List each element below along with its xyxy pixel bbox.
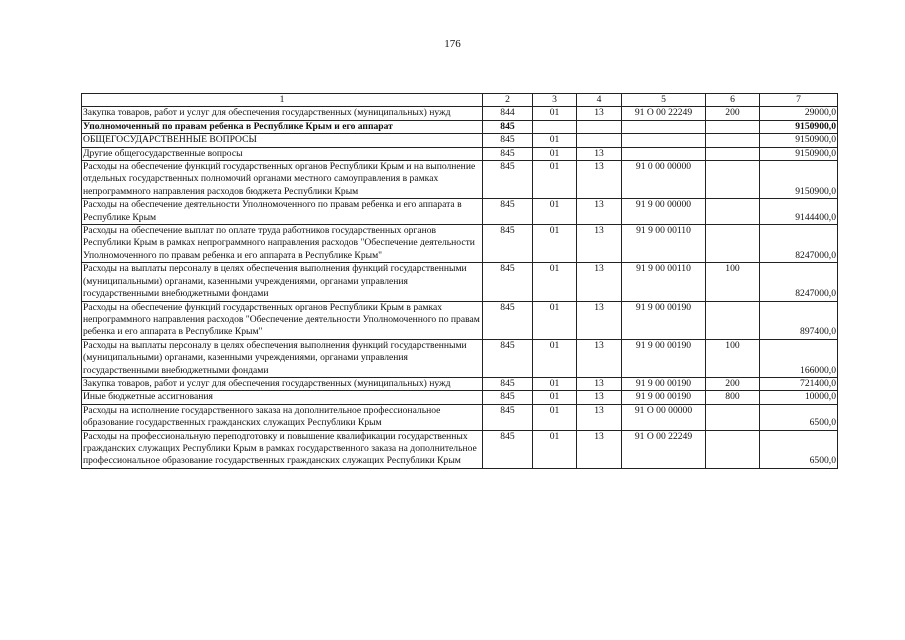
table-row [82, 377, 838, 390]
header-cell-2: 2 [483, 94, 533, 107]
row-target-article-cell: 91 0 00 00000 [622, 161, 706, 199]
row-amount-cell: 9144400,0 [760, 199, 838, 225]
row-amount-cell: 6500,0 [760, 430, 838, 468]
row-section-cell: 01 [533, 134, 577, 147]
row-admin-code-cell: 845 [483, 430, 533, 468]
table-row [82, 120, 838, 133]
header-cell-5: 5 [622, 94, 706, 107]
row-name-cell: Расходы на обеспечение функций государственных органов Республики Крым в рамках непрограммного направления расходов "Обеспечение деятельности Уполномоченного по правам ребенка и его аппарата в Республике Крым" [82, 301, 483, 339]
row-subsection-cell: 13 [577, 391, 622, 404]
row-name-cell: Расходы на исполнение государственного заказа на дополнительное профессиональное образование государственных гражданских служащих Республики Крым [82, 404, 483, 430]
row-section-cell: 01 [533, 391, 577, 404]
row-expense-type-cell: 800 [706, 391, 760, 404]
row-target-article-cell: 91 О 00 00000 [622, 404, 706, 430]
row-target-article-cell: 91 9 00 00190 [622, 339, 706, 377]
row-name-cell: Расходы на выплаты персоналу в целях обеспечения выполнения функций государственными (муниципальными) органами, казенными учреждениями, органами управления государственными внебюджетными фондами [82, 339, 483, 377]
row-admin-code-cell: 845 [483, 147, 533, 160]
row-name-cell: Расходы на обеспечение выплат по оплате труда работников государственных органов Республики Крым в рамках непрограммного направления расходов "Обеспечение деятельности Уполномоченного по правам ребенка и его аппарата в Республике Крым" [82, 225, 483, 263]
row-target-article-cell [622, 134, 706, 147]
row-subsection-cell [577, 134, 622, 147]
row-target-article-cell: 91 9 00 00110 [622, 225, 706, 263]
table-row [82, 225, 838, 263]
header-cell-1: 1 [82, 94, 483, 107]
row-section-cell: 01 [533, 301, 577, 339]
row-name-cell: Расходы на профессиональную переподготовку и повышение квалификации государственных гражданских служащих Республики Крым в рамках государственного заказа на дополнительное профессиональное образование государственных гражданских служащих Республики Крым [82, 430, 483, 468]
row-subsection-cell: 13 [577, 147, 622, 160]
row-target-article-cell: 91 9 00 00190 [622, 301, 706, 339]
table-body [82, 94, 838, 469]
row-target-article-cell: 91 9 00 00000 [622, 199, 706, 225]
row-subsection-cell: 13 [577, 301, 622, 339]
row-subsection-cell: 13 [577, 263, 622, 301]
row-subsection-cell: 13 [577, 404, 622, 430]
row-target-article-cell: 91 О 00 22249 [622, 430, 706, 468]
row-name-cell: Закупка товаров, работ и услуг для обеспечения государственных (муниципальных) нужд [82, 377, 483, 390]
budget-table [81, 93, 838, 469]
row-amount-cell: 9150900,0 [760, 161, 838, 199]
row-admin-code-cell: 845 [483, 301, 533, 339]
row-admin-code-cell: 844 [483, 107, 533, 120]
row-name-cell: ОБЩЕГОСУДАРСТВЕННЫЕ ВОПРОСЫ [82, 134, 483, 147]
table-row [82, 199, 838, 225]
row-name-cell: Закупка товаров, работ и услуг для обеспечения государственных (муниципальных) нужд [82, 107, 483, 120]
row-section-cell: 01 [533, 430, 577, 468]
row-section-cell: 01 [533, 225, 577, 263]
row-section-cell [533, 120, 577, 133]
row-amount-cell: 9150900,0 [760, 134, 838, 147]
row-subsection-cell [577, 120, 622, 133]
row-section-cell: 01 [533, 199, 577, 225]
row-section-cell: 01 [533, 404, 577, 430]
row-admin-code-cell: 845 [483, 199, 533, 225]
row-target-article-cell: 91 О 00 22249 [622, 107, 706, 120]
row-expense-type-cell [706, 120, 760, 133]
page-number: 176 [444, 38, 461, 50]
row-name-cell: Иные бюджетные ассигнования [82, 391, 483, 404]
row-expense-type-cell [706, 161, 760, 199]
row-name-cell: Расходы на обеспечение деятельности Уполномоченного по правам ребенка и его аппарата в Республике Крым [82, 199, 483, 225]
row-admin-code-cell: 845 [483, 377, 533, 390]
row-admin-code-cell: 845 [483, 391, 533, 404]
row-admin-code-cell: 845 [483, 404, 533, 430]
table-row [82, 263, 838, 301]
row-amount-cell: 6500,0 [760, 404, 838, 430]
table-row [82, 339, 838, 377]
row-amount-cell: 9150900,0 [760, 120, 838, 133]
table-row [82, 391, 838, 404]
row-amount-cell: 29000,0 [760, 107, 838, 120]
row-amount-cell: 166000,0 [760, 339, 838, 377]
row-admin-code-cell: 845 [483, 339, 533, 377]
row-subsection-cell: 13 [577, 199, 622, 225]
row-expense-type-cell [706, 430, 760, 468]
header-cell-6: 6 [706, 94, 760, 107]
row-target-article-cell: 91 9 00 00110 [622, 263, 706, 301]
row-admin-code-cell: 845 [483, 225, 533, 263]
row-name-cell: Уполномоченный по правам ребенка в Республике Крым и его аппарат [82, 120, 483, 133]
row-admin-code-cell: 845 [483, 161, 533, 199]
row-name-cell: Расходы на обеспечение функций государственных органов Республики Крым и на выполнение отдельных государственных полномочий органами местного самоуправления в рамках непрограммного направления расходов бюджета Республики Крым [82, 161, 483, 199]
row-admin-code-cell: 845 [483, 120, 533, 133]
row-section-cell: 01 [533, 339, 577, 377]
row-subsection-cell: 13 [577, 430, 622, 468]
header-cell-7: 7 [760, 94, 838, 107]
row-target-article-cell: 91 9 00 00190 [622, 377, 706, 390]
row-subsection-cell: 13 [577, 377, 622, 390]
row-amount-cell: 721400,0 [760, 377, 838, 390]
row-target-article-cell [622, 120, 706, 133]
header-cell-4: 4 [577, 94, 622, 107]
row-section-cell: 01 [533, 147, 577, 160]
row-expense-type-cell [706, 404, 760, 430]
table-row [82, 301, 838, 339]
row-expense-type-cell: 200 [706, 107, 760, 120]
row-admin-code-cell: 845 [483, 134, 533, 147]
row-amount-cell: 8247000,0 [760, 263, 838, 301]
row-expense-type-cell [706, 134, 760, 147]
row-section-cell: 01 [533, 107, 577, 120]
row-amount-cell: 9150900,0 [760, 147, 838, 160]
row-amount-cell: 10000,0 [760, 391, 838, 404]
table-row [82, 134, 838, 147]
row-subsection-cell: 13 [577, 107, 622, 120]
row-admin-code-cell: 845 [483, 263, 533, 301]
row-expense-type-cell [706, 147, 760, 160]
row-section-cell: 01 [533, 161, 577, 199]
table-row [82, 430, 838, 468]
row-amount-cell: 8247000,0 [760, 225, 838, 263]
table-row [82, 107, 838, 120]
row-expense-type-cell: 200 [706, 377, 760, 390]
table-row [82, 404, 838, 430]
row-target-article-cell [622, 147, 706, 160]
header-row [82, 94, 838, 107]
row-subsection-cell: 13 [577, 339, 622, 377]
row-name-cell: Другие общегосударственные вопросы [82, 147, 483, 160]
row-expense-type-cell [706, 225, 760, 263]
row-section-cell: 01 [533, 263, 577, 301]
row-section-cell: 01 [533, 377, 577, 390]
row-target-article-cell: 91 9 00 00190 [622, 391, 706, 404]
row-expense-type-cell [706, 199, 760, 225]
row-expense-type-cell [706, 301, 760, 339]
row-subsection-cell: 13 [577, 225, 622, 263]
row-expense-type-cell: 100 [706, 339, 760, 377]
row-subsection-cell: 13 [577, 161, 622, 199]
table-row [82, 147, 838, 160]
header-cell-3: 3 [533, 94, 577, 107]
row-name-cell: Расходы на выплаты персоналу в целях обеспечения выполнения функций государственными (муниципальными) органами, казенными учреждениями, органами управления государственными внебюджетными фондами [82, 263, 483, 301]
row-amount-cell: 897400,0 [760, 301, 838, 339]
row-expense-type-cell: 100 [706, 263, 760, 301]
table-row [82, 161, 838, 199]
